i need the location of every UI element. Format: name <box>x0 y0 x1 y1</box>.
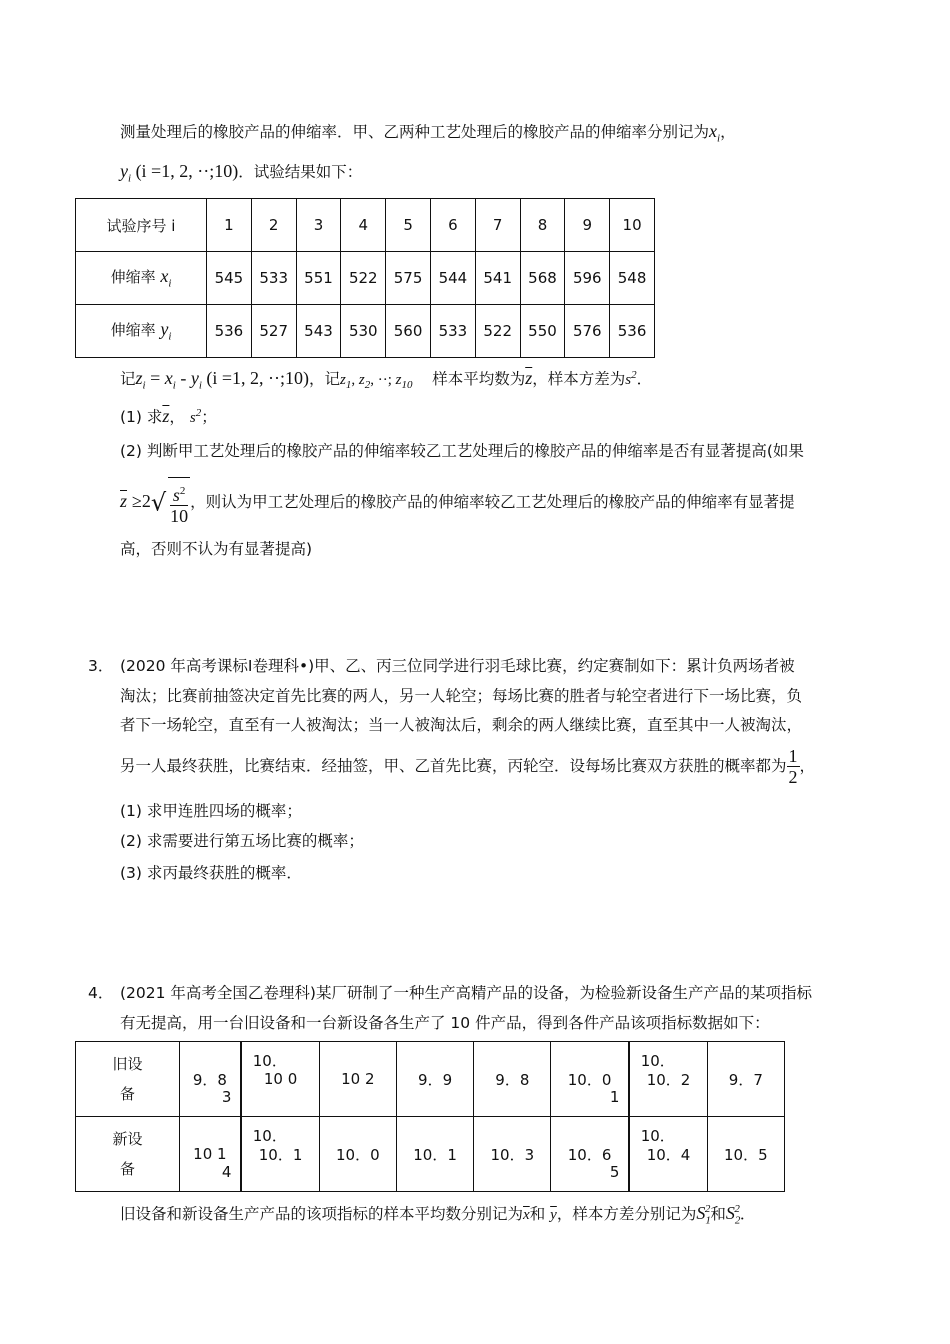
p3-line4: 另一人最终获胜，比赛结束．经抽签，甲、乙首先比赛，丙轮空．设每场比赛双方获胜的概率都为 $\frac{1}{2}$ ， <box>120 746 816 787</box>
index-cell: 2 <box>251 199 296 252</box>
x-i-symbol: $x_i$ <box>709 121 721 145</box>
y-cell: 550 <box>520 305 565 358</box>
p3-q2: (2) 求需要进行第五场比赛的概率； <box>120 832 364 850</box>
p2-definition: 记$z_i = x_i - y_i$ (i =1, 2, ··;10)，记$z_1$, $z_2$, ··; $z_{10}$ 样本平均数为$\overline{z}$，样本方差为$s^2$． <box>120 368 653 392</box>
new-cell: 10．4 <box>630 1117 707 1192</box>
header-y: 伸缩率 $y_i$ <box>76 305 207 358</box>
table-row-y <box>76 305 655 358</box>
p3-line2: 淘汰；比赛前抽签决定首先比赛的两人，另一人轮空；每场比赛的胜者与轮空者进行下一场比赛，负 <box>120 687 803 705</box>
index-cell: 8 <box>520 199 565 252</box>
y-cell: 536 <box>610 305 655 358</box>
y-cell: 530 <box>341 305 386 358</box>
p3-q1: (1) 求甲连胜四场的概率； <box>120 802 302 820</box>
old-cell: 10．2 <box>630 1042 707 1117</box>
y-cell: 527 <box>251 305 296 358</box>
p4-line2: 有无提高，用一台旧设备和一台新设备各生产了 10 件产品，得到各件产品该项指标数据如下： <box>120 1014 770 1032</box>
x-cell: 541 <box>475 252 520 305</box>
old-cell: 10．0 <box>551 1042 628 1117</box>
x-cell: 596 <box>565 252 610 305</box>
table-row-x <box>76 252 655 305</box>
x-cell: 551 <box>296 252 341 305</box>
old-cell: 9．7 <box>707 1042 784 1117</box>
index-cell: 7 <box>475 199 520 252</box>
index-cell: 10 <box>610 199 655 252</box>
index-cell: 6 <box>430 199 475 252</box>
new-cell: 10．5 <box>707 1117 784 1192</box>
y-cell: 536 <box>207 305 252 358</box>
header-old: 旧设 备 <box>76 1042 180 1117</box>
header-index: 试验序号 i <box>76 199 207 252</box>
p2-part2-line3: 高，否则不认为有显著提高) <box>120 540 313 558</box>
split-value: 10． 4 <box>221 1127 287 1181</box>
table-row-new <box>76 1117 785 1192</box>
index-cell: 1 <box>207 199 252 252</box>
p4-last-line: 旧设备和新设备生产产品的该项指标的样本平均数分别记为$\overline{x}$和 $\overline{y}$，样本方差分别记为$S_1^2$和$S_2^2$． <box>120 1203 756 1227</box>
device-table <box>75 1041 785 1192</box>
new-cell: 10．6 <box>551 1117 628 1192</box>
y-cell: 560 <box>386 305 431 358</box>
p2-part1: (1) 求$\overline{z}$， $s^2$； <box>120 406 217 426</box>
p2-intro-text: 测量处理后的橡胶产品的伸缩率．甲、乙两种工艺处理后的橡胶产品的伸缩率分别记为 <box>120 123 710 141</box>
split-value: 10． 1 <box>609 1052 675 1106</box>
p2-intro-line1: 测量处理后的橡胶产品的伸缩率．甲、乙两种工艺处理后的橡胶产品的伸缩率分别记为$x_i$， <box>120 121 736 145</box>
p3-line3: 者下一场轮空，直至有一人被淘汰；当一人被淘汰后，剩余的两人继续比赛，直至其中一人被淘汰， <box>120 716 803 734</box>
split-value: 10． 5 <box>609 1127 675 1181</box>
y-cell: 522 <box>475 305 520 358</box>
header-x: 伸缩率 $x_i$ <box>76 252 207 305</box>
p3-line1: (2020 年高考课标Ⅰ卷理科•)甲、乙、丙三位同学进行羽毛球比赛，约定赛制如下：累计负两场者被 <box>120 657 795 675</box>
y-cell: 533 <box>430 305 475 358</box>
new-cell: 10．0 <box>319 1117 396 1192</box>
new-cell: 10．1 <box>396 1117 473 1192</box>
x-cell: 548 <box>610 252 655 305</box>
old-cell: 10 0 <box>242 1042 319 1117</box>
index-cell: 3 <box>296 199 341 252</box>
index-cell: 9 <box>565 199 610 252</box>
p3-number: 3． <box>88 657 114 675</box>
table-row-old <box>76 1042 785 1117</box>
x-cell: 575 <box>386 252 431 305</box>
old-cell: 10 2 <box>319 1042 396 1117</box>
x-cell: 568 <box>520 252 565 305</box>
old-cell: 9．8 <box>474 1042 551 1117</box>
x-cell: 522 <box>341 252 386 305</box>
x-cell: 545 <box>207 252 252 305</box>
new-cell: 10．1 <box>242 1117 319 1192</box>
y-cell: 543 <box>296 305 341 358</box>
p2-intro-line2: $y_i$ (i =1, 2, ··;10)．试验结果如下： <box>120 161 363 185</box>
x-cell: 544 <box>430 252 475 305</box>
index-cell: 4 <box>341 199 386 252</box>
old-cell: 9．8 <box>180 1042 241 1117</box>
old-cell: 9．9 <box>396 1042 473 1117</box>
p3-q3: (3) 求丙最终获胜的概率． <box>120 864 302 882</box>
y-cell: 576 <box>565 305 610 358</box>
table-row-index <box>76 199 655 252</box>
split-value: 10． 3 <box>221 1052 287 1106</box>
p4-line1: (2021 年高考全国乙卷理科)某厂研制了一种生产高精产品的设备，为检验新设备生产产品的某项指标 <box>120 984 812 1002</box>
p2-part2-line2: $\overline{z} \ge 2√$ $\frac{s^2}{10}$ ，则认为甲工艺处理后的橡胶产品的伸缩率较乙工艺处理后的橡胶产品的伸缩率有显著提 <box>120 476 795 528</box>
p4-number: 4． <box>88 984 114 1002</box>
stretch-rate-table <box>75 198 655 358</box>
index-cell: 5 <box>386 199 431 252</box>
header-new: 新设 备 <box>76 1117 180 1192</box>
x-cell: 533 <box>251 252 296 305</box>
new-cell: 10．3 <box>474 1117 551 1192</box>
new-cell: 10 1 <box>180 1117 241 1192</box>
y-i-symbol: $y_i$ (i =1, 2, ··;10) <box>120 161 239 185</box>
p2-part2-line1: (2) 判断甲工艺处理后的橡胶产品的伸缩率较乙工艺处理后的橡胶产品的伸缩率是否有显著提高(如果 <box>120 442 804 460</box>
